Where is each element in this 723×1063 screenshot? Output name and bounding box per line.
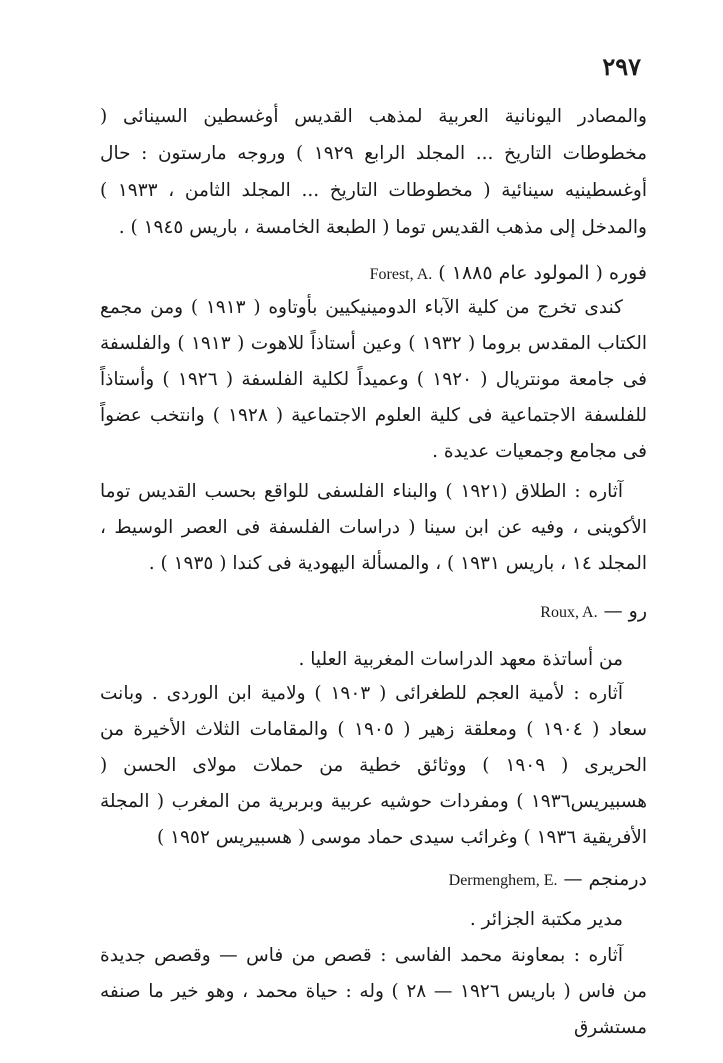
page-number: ٢٩٧: [602, 52, 641, 81]
entry-bio-roux: [100, 642, 647, 678]
works-text: آثاره : لأمية العجم للطغرائى ( ١٩٠٣ ) ولامية ابن الوردى . وبانت سعاد ( ١٩٠٤ ) ومعلقة زهير ( ١٩٠٥ ) والمقامات الثلاث الأخيرة من الحريرى ( ١٩٠٩ ) ووثائق خطية من حملات مولاى الحسن ( هسبيريس١٩٣٦ ) ومفردات حوشيه عربية وبربرية من المغرب ( المجلة الأفريقية ١٩٣٦ ) وغرائب سيدى حماد موسى ( هسبيريس ١٩٥٢ ): [100, 683, 647, 848]
entry-works-roux: [100, 676, 647, 856]
entry-works-forest: [100, 474, 647, 582]
bio-text: من أساتذة معهد الدراسات المغربية العليا .: [298, 649, 623, 670]
works-text: آثاره : الطلاق (١٩٢١ ) والبناء الفلسفى للواقع بحسب القديس توما الأكوينى ، وفيه عن ابن سينا ( دراسات الفلسفة فى العصر الوسيط ، المجلد ١٤ ، باريس ١٩٣١ ) ، والمسألة اليهودية فى كندا ( ١٩٣٥ ) .: [100, 481, 647, 574]
entry-name-arabic: رو —: [603, 600, 647, 622]
entry-name-arabic: درمنجم —: [563, 868, 647, 890]
entry-works-dermenghem: [100, 938, 647, 1046]
entry-name-arabic: فوره ( المولود عام ١٨٨٥ ): [438, 262, 647, 284]
entry-name-latin: Roux, A.: [540, 604, 598, 621]
entry-heading-dermenghem: [443, 868, 647, 890]
entry-bio-forest: [100, 290, 647, 470]
intro-paragraph: [100, 98, 647, 246]
entry-heading-forest: [364, 262, 647, 284]
entry-name-latin: Forest, A.: [369, 266, 433, 283]
entry-name-latin: Dermenghem, E.: [448, 872, 558, 889]
entry-bio-dermenghem: [100, 902, 647, 938]
entry-heading-roux: [534, 600, 647, 622]
bio-text: مدير مكتبة الجزائر .: [469, 909, 623, 930]
works-text: آثاره : بمعاونة محمد الفاسى : قصص من فاس — وقصص جديدة من فاس ( باريس ١٩٢٦ — ٢٨ ) وله : حياة محمد ، وهو خير ما صنفه مستشرق: [100, 945, 647, 1038]
intro-text: والمصادر اليونانية العربية لمذهب القديس أوغسطين السينائى ( مخطوطات التاريخ ... المجلد الرابع ١٩٢٩ ) وروجه مارستون : حال أوغسطينيه سينائية ( مخطوطات التاريخ ... المجلد الثامن ، ١٩٣٣ ) والمدخل إلى مذهب القديس توما ( الطبعة الخامسة ، باريس ١٩٤٥ ) .: [100, 106, 647, 238]
bio-text: كندى تخرج من كلية الآباء الدومينيكيين بأوتاوه ( ١٩١٣ ) ومن مجمع الكتاب المقدس بروما ( ١٩٣٢ ) وعين أستاذاً للاهوت ( ١٩١٣ ) والفلسفة فى جامعة مونتريال ( ١٩٢٠ ) وعميداً لكلية الفلسفة ( ١٩٢٦ ) وأستاذاً للفلسفة الاجتماعية فى كلية العلوم الاجتماعية ( ١٩٢٨ ) وانتخب عضواً فى مجامع وجمعيات عديدة .: [100, 297, 648, 462]
